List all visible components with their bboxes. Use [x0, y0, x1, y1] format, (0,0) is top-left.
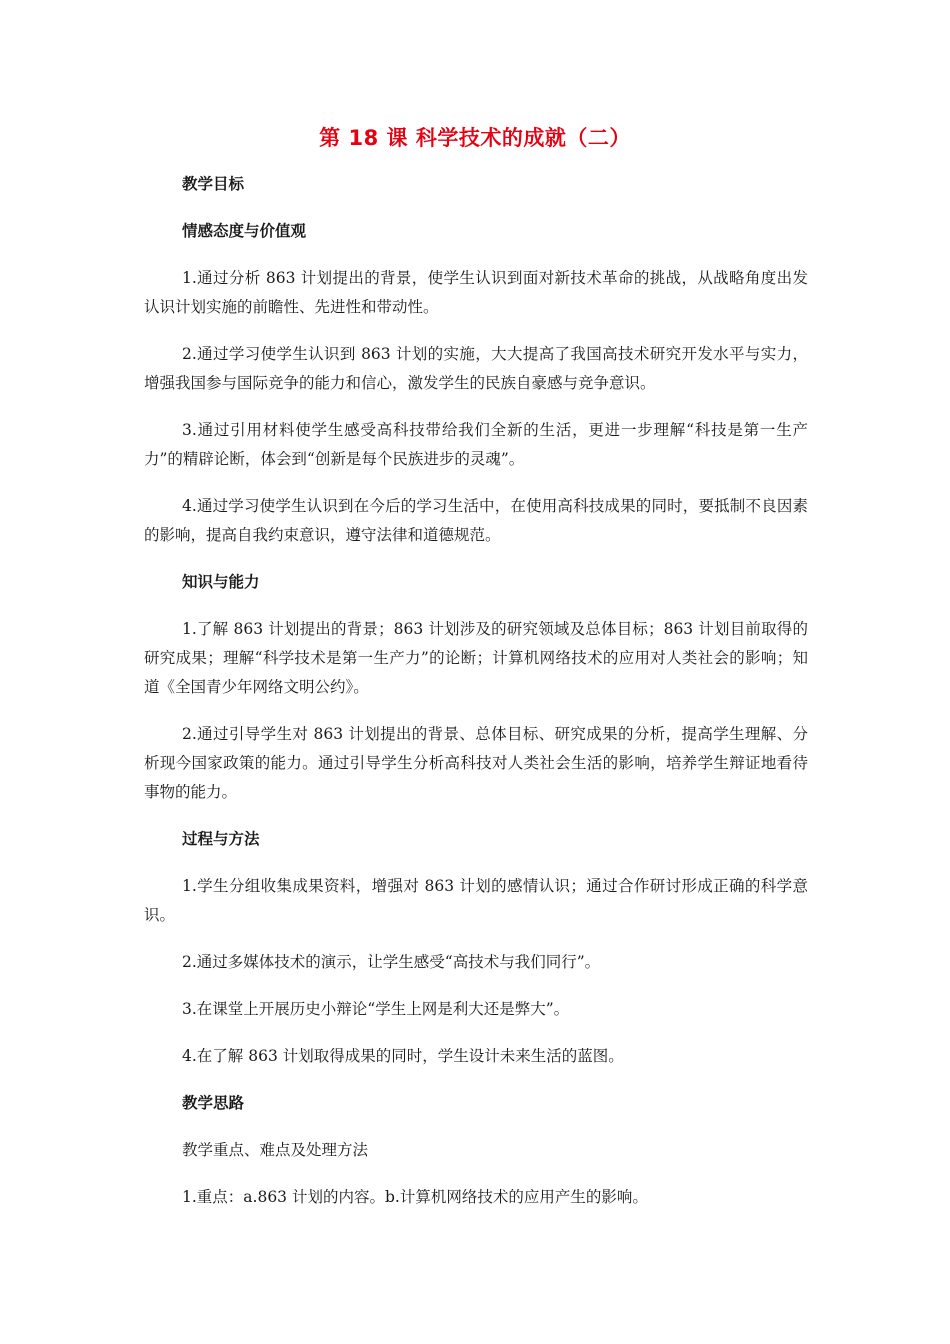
process-item-1: 1.学生分组收集成果资料，增强对 863 计划的感情认识；通过合作研讨形成正确的科学意识。	[144, 877, 808, 924]
page-title: 第 18 课 科学技术的成就（二）	[319, 126, 631, 150]
emotion-item-3: 3.通过引用材料使学生感受高科技带给我们全新的生活，更进一步理解“科技是第一生产力”的精辟论断，体会到“创新是每个民族进步的灵魂”。	[144, 421, 808, 468]
section-heading-knowledge: 知识与能力	[182, 573, 260, 591]
emotion-item-1: 1.通过分析 863 计划提出的背景，使学生认识到面对新技术革命的挑战，从战略角度出发认识计划实施的前瞻性、先进性和带动性。	[144, 269, 808, 316]
process-item-4: 4.在了解 863 计划取得成果的同时，学生设计未来生活的蓝图。	[182, 1047, 624, 1065]
process-item-2: 2.通过多媒体技术的演示，让学生感受“高技术与我们同行”。	[182, 953, 601, 971]
knowledge-item-2: 2.通过引导学生对 863 计划提出的背景、总体目标、研究成果的分析，提高学生理解、分析现今国家政策的能力。通过引导学生分析高科技对人类社会生活的影响，培养学生辩证地看待事物的能力。	[144, 725, 808, 801]
knowledge-item-1: 1.了解 863 计划提出的背景；863 计划涉及的研究领域及总体目标；863 计划目前取得的研究成果；理解“科学技术是第一生产力”的论断；计算机网络技术的应用对人类社会的影响；知道《全国青少年网络文明公约》。	[144, 620, 808, 696]
section-heading-process: 过程与方法	[182, 830, 260, 848]
process-item-3: 3.在课堂上开展历史小辩论“学生上网是利大还是弊大”。	[182, 1000, 570, 1018]
approach-subheading: 教学重点、难点及处理方法	[182, 1141, 369, 1159]
document-body	[144, 170, 808, 1230]
section-heading-approach: 教学思路	[182, 1094, 245, 1112]
section-heading-teaching-goals: 教学目标	[182, 175, 245, 193]
emotion-item-2: 2.通过学习使学生认识到 863 计划的实施，大大提高了我国高技术研究开发水平与实力，增强我国参与国际竞争的能力和信心，激发学生的民族自豪感与竞争意识。	[144, 345, 808, 392]
approach-item-1: 1.重点：a.863 计划的内容。b.计算机网络技术的应用产生的影响。	[182, 1188, 648, 1206]
emotion-item-4: 4.通过学习使学生认识到在今后的学习生活中，在使用高科技成果的同时，要抵制不良因素的影响，提高自我约束意识，遵守法律和道德规范。	[144, 497, 808, 544]
section-heading-emotion: 情感态度与价值观	[182, 222, 307, 240]
